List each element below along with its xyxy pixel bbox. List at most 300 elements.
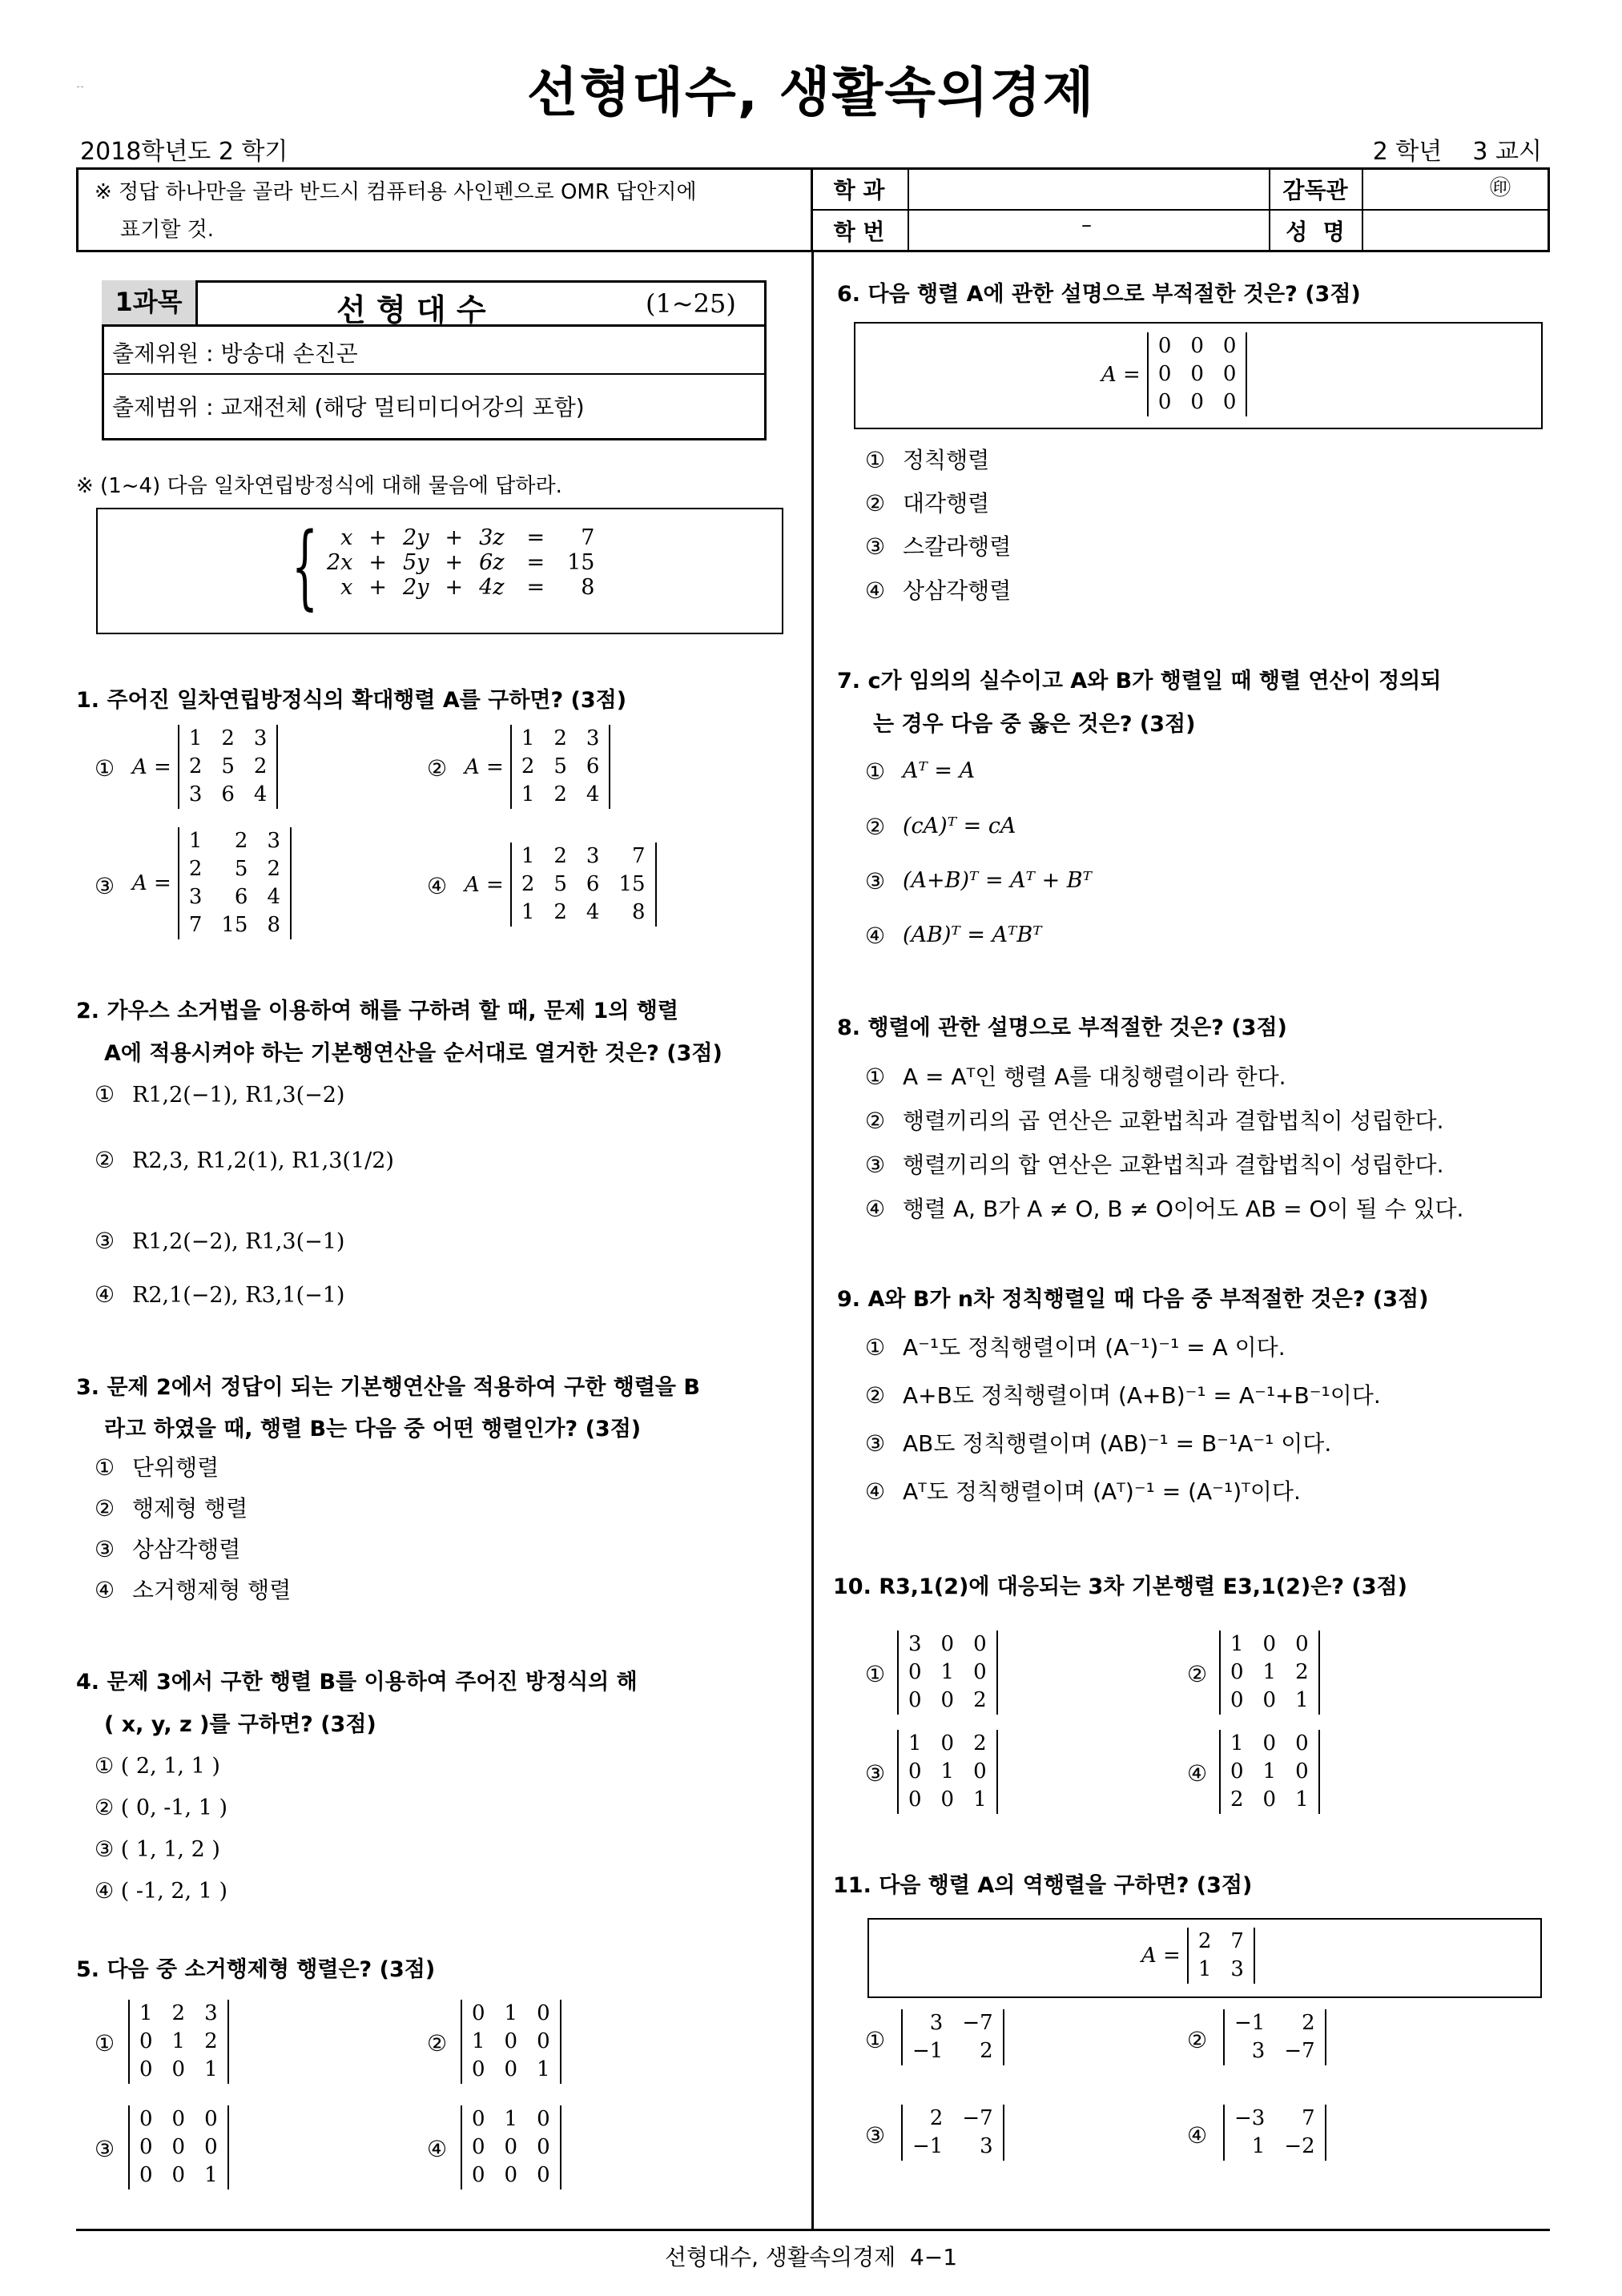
- option-1-mark[interactable]: ①: [865, 447, 886, 473]
- q11-option-2-matrix: [1223, 2009, 1326, 2065]
- question-2-line-2: A에 적용시켜야 하는 기본행연산을 순서대로 열거한 것은? (3점): [104, 1041, 722, 1066]
- matrix: [1147, 332, 1248, 416]
- name-label: 성 명: [1286, 219, 1345, 245]
- option-4-mark[interactable]: ④: [865, 577, 886, 604]
- matrix-row: [1224, 2009, 1326, 2037]
- matrix-cell: 2: [267, 857, 281, 881]
- matrix-row: [511, 871, 656, 899]
- matrix-cell: 8: [632, 900, 646, 924]
- q11-option-3-matrix: [901, 2105, 1004, 2161]
- matrix-row: [1188, 1956, 1254, 1984]
- matrix-row: [902, 2009, 1004, 2037]
- option-1-mark[interactable]: ①: [865, 1064, 886, 1090]
- equation-row: x + 2y + 3z = 7: [340, 525, 595, 550]
- matrix-cell: 1: [940, 1759, 955, 1783]
- q8-option-2[interactable]: 행렬끼리의 곱 연산은 교환법칙과 결합법칙이 성립한다.: [903, 1108, 1444, 1134]
- matrix-cell: 0: [472, 2135, 485, 2159]
- q11-option-4-matrix: [1223, 2105, 1326, 2161]
- matrix-row: [179, 781, 278, 809]
- matrix-cell: 0: [1222, 390, 1237, 414]
- q8-option-3[interactable]: 행렬끼리의 합 연산은 교환법칙과 결합법칙이 성립한다.: [903, 1152, 1444, 1178]
- matrix-row: [511, 753, 610, 781]
- option-3-mark[interactable]: ③: [95, 1228, 115, 1254]
- matrix-row: [898, 1786, 997, 1814]
- q9-option-3[interactable]: AB도 정칙행렬이며 (AB)⁻¹ = B⁻¹A⁻¹ 이다.: [903, 1430, 1332, 1457]
- matrix-cell: 3: [908, 1632, 922, 1656]
- option-2-mark[interactable]: ②: [427, 2030, 448, 2057]
- matrix-row: [511, 899, 656, 927]
- option-1-mark[interactable]: ①: [865, 758, 886, 785]
- corner-mark: [77, 86, 83, 94]
- question-7: 7. c가 임의의 실수이고 A와 B가 행렬일 때 행렬 연산이 정의되: [837, 669, 1442, 694]
- term-label: 2018학년도 2 학기: [80, 138, 288, 166]
- left-brace: {: [292, 515, 319, 621]
- question-8: 8. 행렬에 관한 설명으로 부적절한 것은? (3점): [837, 1015, 1287, 1040]
- matrix-row: [129, 2000, 228, 2028]
- matrix-cell: 0: [973, 1759, 987, 1783]
- matrix-cell: 0: [1262, 1688, 1277, 1712]
- matrix-row: [179, 753, 278, 781]
- option-1-mark[interactable]: ①: [95, 1454, 115, 1481]
- question-4: 4. 문제 3에서 구한 행렬 B를 이용하여 주어진 방정식의 해: [76, 1670, 638, 1695]
- option-2-mark[interactable]: ②: [865, 1108, 886, 1134]
- matrix-cell: 2: [553, 726, 567, 750]
- subject-author: 출제위원 : 방송대 손진곤: [112, 340, 358, 367]
- matrix-cell: 2: [521, 754, 535, 778]
- matrix-cell: 1: [139, 2001, 153, 2025]
- matrix-cell: 3: [1230, 1957, 1244, 1981]
- option-3-mark[interactable]: ③: [95, 1536, 115, 1562]
- matrix-cell: 1: [521, 844, 535, 868]
- matrix-cell: 1: [537, 2057, 550, 2081]
- matrix-cell: 2: [188, 857, 203, 881]
- q1-option-1-matrix: A = 1 2 3 2 5 2 3 6 4: [132, 725, 278, 809]
- option-2-mark[interactable]: ②: [865, 1382, 886, 1409]
- matrix-cell: 0: [472, 2107, 485, 2131]
- matrix: [897, 1730, 998, 1814]
- q9-option-1[interactable]: A⁻¹도 정칙행렬이며 (A⁻¹)⁻¹ = A 이다.: [903, 1334, 1286, 1361]
- q7-option-4[interactable]: (AB)ᵀ = AᵀBᵀ: [903, 923, 1042, 947]
- matrix-cell: 0: [1262, 1731, 1277, 1755]
- q7-option-3[interactable]: (A+B)ᵀ = Aᵀ + Bᵀ: [903, 868, 1092, 893]
- matrix-cell: 0: [1157, 334, 1172, 358]
- option-3-mark[interactable]: ③: [865, 1430, 886, 1457]
- matrix-cell: 5: [553, 872, 567, 896]
- matrix-cell: 2: [171, 2001, 186, 2025]
- proctor-label: 감독관: [1282, 177, 1348, 203]
- q7-option-2[interactable]: (cA)ᵀ = cA: [903, 814, 1016, 838]
- matrix-cell: 2: [1302, 2011, 1315, 2035]
- matrix-cell: 1: [472, 2029, 485, 2053]
- matrix-cell: 0: [1262, 1632, 1277, 1656]
- matrix-cell: 1: [1262, 1759, 1277, 1783]
- matrix-row: [179, 827, 291, 855]
- matrix-row: [461, 2000, 561, 2028]
- matrix-cell: 8: [267, 913, 281, 937]
- matrix-cell: 1: [908, 1731, 922, 1755]
- q11-matrix: A = 2 7 1 3: [1141, 1928, 1255, 1984]
- matrix-cell: 1: [521, 726, 535, 750]
- dept-label: 학 과: [833, 177, 885, 203]
- matrix-cell: 15: [618, 872, 646, 896]
- matrix-cell: 0: [472, 2057, 485, 2081]
- matrix-row: [1224, 2105, 1326, 2133]
- q6-option-4[interactable]: 상삼각행렬: [903, 577, 1012, 604]
- q5-option-2-matrix: [461, 2000, 561, 2084]
- matrix-cell: −3: [1234, 2106, 1266, 2130]
- q1-option-2-matrix: A = 1 2 3 2 5 6 1 2 4: [465, 725, 610, 809]
- matrix-row: [1224, 2133, 1326, 2161]
- matrix: [178, 725, 279, 809]
- matrix-cell: 0: [537, 2001, 550, 2025]
- q6-matrix: A = 0 0 0 0 0 0 0 0 0: [1101, 332, 1247, 416]
- matrix-cell: 0: [204, 2135, 218, 2159]
- matrix-cell: 0: [139, 2163, 153, 2187]
- option-1-mark[interactable]: ①: [95, 1081, 115, 1108]
- matrix-cell: 2: [1197, 1929, 1212, 1953]
- q2-option-2[interactable]: R2,3, R1,2(1), R1,3(1/2): [132, 1148, 394, 1173]
- q7-option-1[interactable]: Aᵀ = A: [903, 758, 976, 783]
- subject-number: 1과목: [102, 280, 198, 324]
- subject-range: (1~25): [646, 288, 736, 319]
- matrix-cell: −1: [1234, 2011, 1266, 2035]
- matrix-cell: 1: [1262, 1660, 1277, 1684]
- matrix-cell: 0: [1222, 362, 1237, 386]
- matrix-cell: 0: [1157, 362, 1172, 386]
- matrix-cell: 0: [940, 1787, 955, 1811]
- matrix-cell: 0: [537, 2135, 550, 2159]
- matrix-cell: 2: [553, 782, 567, 806]
- matrix-cell: 0: [171, 2163, 186, 2187]
- matrix-cell: 3: [188, 885, 203, 909]
- matrix-row: [1148, 360, 1247, 388]
- matrix-cell: 2: [973, 1731, 987, 1755]
- question-2: 2. 가우스 소거법을 이용하여 해를 구하려 할 때, 문제 1의 행렬: [76, 999, 678, 1023]
- option-2-mark[interactable]: ②: [427, 755, 448, 782]
- divider: [1362, 167, 1363, 252]
- id-dash: –: [1081, 213, 1092, 237]
- matrix-row: [902, 2105, 1004, 2133]
- matrix-cell: 0: [537, 2163, 550, 2187]
- option-1-mark[interactable]: ①: [95, 755, 115, 782]
- option-3-mark[interactable]: ③: [865, 533, 886, 560]
- matrix-cell: 0: [940, 1688, 955, 1712]
- notice-text-2: 표기할 것.: [120, 218, 214, 242]
- matrix-cell: 0: [504, 2029, 518, 2053]
- matrix-row: [902, 2037, 1004, 2065]
- matrix: [1223, 2009, 1326, 2065]
- matrix-cell: 0: [1262, 1787, 1277, 1811]
- q4-option-1[interactable]: ① ( 2, 1, 1 ): [95, 1754, 220, 1779]
- matrix: [897, 1631, 998, 1715]
- matrix-row: [1220, 1687, 1319, 1715]
- matrix-cell: 0: [1295, 1731, 1309, 1755]
- matrix-cell: 0: [504, 2135, 518, 2159]
- matrix-cell: −1: [912, 2134, 944, 2158]
- q2-option-1[interactable]: R1,2(−1), R1,3(−2): [132, 1083, 345, 1108]
- q6-option-1[interactable]: 정칙행렬: [903, 447, 990, 473]
- matrix-cell: 0: [204, 2107, 218, 2131]
- matrix: [461, 2000, 561, 2084]
- matrix-cell: 2: [929, 2106, 944, 2130]
- matrix-cell: −7: [1284, 2039, 1315, 2063]
- matrix-cell: 5: [553, 754, 567, 778]
- matrix-row: [1224, 2037, 1326, 2065]
- question-3: 3. 문제 2에서 정답이 되는 기본행연산을 적용하여 구한 행렬을 B: [76, 1375, 700, 1400]
- matrix-cell: 0: [940, 1731, 955, 1755]
- matrix-cell: 0: [171, 2057, 186, 2081]
- matrix-cell: 0: [1190, 362, 1204, 386]
- matrix-cell: 0: [1222, 334, 1237, 358]
- matrix-cell: 2: [253, 754, 268, 778]
- matrix: [901, 2009, 1004, 2065]
- q3-option-2[interactable]: 행제형 행렬: [132, 1495, 248, 1522]
- question-3-line-2: 라고 하였을 때, 행렬 B는 다음 중 어떤 행렬인가? (3점): [104, 1417, 642, 1442]
- matrix-cell: 6: [234, 885, 248, 909]
- q8-option-1[interactable]: A = Aᵀ인 행렬 A를 대칭행렬이라 한다.: [903, 1064, 1286, 1090]
- matrix-cell: 2: [221, 726, 235, 750]
- option-3-mark[interactable]: ③: [865, 868, 886, 895]
- q2-option-3[interactable]: R1,2(−2), R1,3(−1): [132, 1229, 345, 1254]
- matrix-cell: 3: [929, 2011, 944, 2035]
- student-id-label: 학 번: [833, 219, 885, 245]
- matrix-cell: 0: [1295, 1632, 1309, 1656]
- matrix: [1187, 1928, 1255, 1984]
- q10-option-3-matrix: [897, 1730, 998, 1814]
- matrix-cell: 7: [1230, 1929, 1244, 1953]
- matrix-row: [129, 2028, 228, 2056]
- q4-option-4[interactable]: ④ ( -1, 2, 1 ): [95, 1879, 228, 1904]
- matrix-cell: 3: [1251, 2039, 1266, 2063]
- matrix-row: [1148, 332, 1247, 360]
- matrix: [510, 725, 611, 809]
- matrix-row: [179, 855, 291, 883]
- matrix-cell: 4: [586, 782, 600, 806]
- matrix-cell: 2: [980, 2039, 993, 2063]
- linear-system: [319, 525, 602, 600]
- q8-option-4[interactable]: 행렬 A, B가 A ≠ O, B ≠ O이어도 AB = O이 될 수 있다.: [903, 1196, 1464, 1222]
- question-10: 10. R3,1(2)에 대응되는 3차 기본행렬 E3,1(2)은? (3점): [833, 1574, 1407, 1599]
- matrix-cell: 0: [1157, 390, 1172, 414]
- matrix-row: [461, 2056, 561, 2084]
- matrix-row: [1220, 1786, 1319, 1814]
- matrix-cell: 2: [188, 754, 203, 778]
- q2-option-4[interactable]: R2,1(−2), R3,1(−1): [132, 1283, 345, 1308]
- matrix-row: [511, 842, 656, 871]
- exam-title: 선형대수, 생활속의경제: [526, 62, 1096, 123]
- matrix-cell: 1: [1230, 1731, 1244, 1755]
- option-3-mark[interactable]: ③: [95, 2136, 115, 2162]
- option-3-mark[interactable]: ③: [865, 2122, 886, 2149]
- question-7-line-2: 는 경우 다음 중 옳은 것은? (3점): [873, 712, 1196, 737]
- option-4-mark[interactable]: ④: [865, 1478, 886, 1505]
- matrix-cell: 1: [973, 1787, 987, 1811]
- q1-option-4-matrix: A = 1 2 3 7 2 5 6 15 1 2 4 8: [465, 842, 657, 927]
- q10-option-4-matrix: [1219, 1730, 1320, 1814]
- option-2-mark[interactable]: ②: [95, 1147, 115, 1173]
- q9-option-4[interactable]: Aᵀ도 정칙행렬이며 (Aᵀ)⁻¹ = (A⁻¹)ᵀ이다.: [903, 1478, 1301, 1505]
- matrix-cell: 3: [980, 2134, 993, 2158]
- matrix-row: [1148, 388, 1247, 416]
- matrix-cell: 5: [221, 754, 235, 778]
- page-footer: 선형대수, 생활속의경제 4−1: [664, 2244, 958, 2270]
- matrix-row: [898, 1687, 997, 1715]
- q3-option-1[interactable]: 단위행렬: [132, 1454, 219, 1481]
- matrix-cell: 3: [188, 782, 203, 806]
- option-3-mark[interactable]: ③: [865, 1760, 886, 1787]
- matrix-cell: 3: [586, 726, 600, 750]
- matrix-row: [511, 725, 610, 753]
- matrix-cell: 1: [504, 2001, 518, 2025]
- matrix-row: [461, 2105, 561, 2133]
- matrix-cell: 7: [632, 844, 646, 868]
- q3-option-4[interactable]: 소거행제형 행렬: [132, 1577, 292, 1603]
- option-3-mark[interactable]: ③: [95, 873, 115, 899]
- matrix-row: [129, 2161, 228, 2189]
- option-2-mark[interactable]: ②: [1187, 1661, 1208, 1687]
- matrix-cell: 7: [188, 913, 203, 937]
- question-4-line-2: ( x, y, z )를 구하면? (3점): [104, 1712, 376, 1737]
- q6-option-3[interactable]: 스칼라행렬: [903, 533, 1012, 560]
- matrix-cell: 1: [504, 2107, 518, 2131]
- question-9: 9. A와 B가 n차 정칙행렬일 때 다음 중 부적절한 것은? (3점): [837, 1287, 1429, 1312]
- matrix-cell: 0: [1230, 1759, 1244, 1783]
- q11-option-1-matrix: [901, 2009, 1004, 2065]
- matrix-row: [129, 2133, 228, 2161]
- matrix-cell: 2: [521, 872, 535, 896]
- matrix-cell: 0: [139, 2107, 153, 2131]
- option-2-mark[interactable]: ②: [865, 490, 886, 517]
- matrix-row: [1220, 1730, 1319, 1758]
- matrix-cell: 0: [504, 2163, 518, 2187]
- q3-option-3[interactable]: 상삼각행렬: [132, 1536, 241, 1562]
- q9-option-2[interactable]: A+B도 정칙행렬이며 (A+B)⁻¹ = A⁻¹+B⁻¹이다.: [903, 1382, 1381, 1409]
- option-1-mark[interactable]: ①: [865, 1334, 886, 1361]
- matrix-cell: 1: [1295, 1688, 1309, 1712]
- matrix-cell: 0: [1190, 390, 1204, 414]
- matrix-cell: 2: [973, 1688, 987, 1712]
- matrix-cell: 1: [940, 1660, 955, 1684]
- matrix-row: [179, 911, 291, 939]
- option-2-mark[interactable]: ②: [95, 1495, 115, 1522]
- option-4-mark[interactable]: ④: [427, 2136, 448, 2162]
- matrix-cell: 0: [940, 1632, 955, 1656]
- matrix-row: [898, 1758, 997, 1786]
- matrix-row: [1188, 1928, 1254, 1956]
- matrix-cell: 2: [553, 844, 567, 868]
- matrix-cell: −7: [962, 2011, 993, 2035]
- matrix-cell: 0: [908, 1660, 922, 1684]
- matrix-cell: 6: [586, 754, 600, 778]
- matrix-cell: 0: [504, 2057, 518, 2081]
- matrix-cell: 0: [139, 2135, 153, 2159]
- q5-option-4-matrix: [461, 2105, 561, 2189]
- matrix-cell: 0: [472, 2001, 485, 2025]
- matrix: [461, 2105, 561, 2189]
- matrix-cell: 4: [253, 782, 268, 806]
- matrix-cell: 0: [139, 2057, 153, 2081]
- matrix-cell: 0: [1230, 1688, 1244, 1712]
- matrix-cell: 0: [1230, 1660, 1244, 1684]
- matrix-cell: 2: [234, 829, 248, 853]
- option-4-mark[interactable]: ④: [1187, 2122, 1208, 2149]
- option-3-mark[interactable]: ③: [865, 1152, 886, 1178]
- question-11: 11. 다음 행렬 A의 역행렬을 구하면? (3점): [833, 1873, 1253, 1898]
- option-4-mark[interactable]: ④: [865, 923, 886, 949]
- matrix-cell: 6: [221, 782, 235, 806]
- option-1-mark[interactable]: ①: [865, 2027, 886, 2053]
- option-4-mark[interactable]: ④: [95, 1281, 115, 1308]
- matrix-cell: 0: [537, 2107, 550, 2131]
- matrix-cell: 1: [1251, 2134, 1266, 2158]
- matrix-cell: 0: [1295, 1759, 1309, 1783]
- matrix-cell: 1: [521, 782, 535, 806]
- matrix: [510, 842, 657, 927]
- matrix-cell: 4: [586, 900, 600, 924]
- question-6: 6. 다음 행렬 A에 관한 설명으로 부적절한 것은? (3점): [837, 282, 1361, 307]
- option-1-mark[interactable]: ①: [865, 1661, 886, 1687]
- matrix-cell: 1: [188, 829, 203, 853]
- matrix-cell: 0: [139, 2029, 153, 2053]
- option-4-mark[interactable]: ④: [427, 873, 448, 899]
- matrix-cell: 1: [1230, 1632, 1244, 1656]
- matrix-cell: 15: [221, 913, 248, 937]
- matrix-row: [1220, 1659, 1319, 1687]
- matrix-row: [461, 2161, 561, 2189]
- matrix-cell: 0: [171, 2107, 186, 2131]
- footer-rule: [76, 2229, 1550, 2231]
- q4-option-3[interactable]: ③ ( 1, 1, 2 ): [95, 1837, 220, 1862]
- option-2-mark[interactable]: ②: [1187, 2027, 1208, 2053]
- matrix-cell: 1: [188, 726, 203, 750]
- q4-option-2[interactable]: ② ( 0, -1, 1 ): [95, 1795, 228, 1820]
- q1-option-3-matrix: A = 1 2 3 2 5 2 3 6 4 7 15 8: [132, 827, 292, 939]
- matrix-cell: 6: [586, 872, 600, 896]
- matrix: [1219, 1730, 1320, 1814]
- divider: [811, 209, 1550, 211]
- matrix-cell: 2: [1230, 1787, 1244, 1811]
- matrix-cell: 1: [171, 2029, 186, 2053]
- matrix-row: [129, 2105, 228, 2133]
- matrix-cell: 3: [253, 726, 268, 750]
- matrix-row: [461, 2133, 561, 2161]
- matrix-row: [179, 725, 278, 753]
- matrix-cell: −1: [912, 2039, 944, 2063]
- matrix-row: [179, 883, 291, 911]
- option-4-mark[interactable]: ④: [95, 1577, 115, 1603]
- matrix-cell: 0: [537, 2029, 550, 2053]
- matrix-row: [898, 1631, 997, 1659]
- matrix-cell: 1: [1295, 1787, 1309, 1811]
- matrix-cell: 3: [204, 2001, 218, 2025]
- matrix-cell: 3: [267, 829, 281, 853]
- matrix-cell: 2: [1295, 1660, 1309, 1684]
- divider: [102, 373, 767, 375]
- matrix-row: [461, 2028, 561, 2056]
- q6-option-2[interactable]: 대각행렬: [903, 490, 990, 517]
- option-4-mark[interactable]: ④: [865, 1196, 886, 1222]
- option-2-mark[interactable]: ②: [865, 814, 886, 840]
- q10-option-2-matrix: [1219, 1631, 1320, 1715]
- matrix-cell: −7: [962, 2106, 993, 2130]
- matrix-cell: 0: [973, 1632, 987, 1656]
- matrix-cell: 0: [908, 1688, 922, 1712]
- option-1-mark[interactable]: ①: [95, 2030, 115, 2057]
- option-4-mark[interactable]: ④: [1187, 1760, 1208, 1787]
- matrix-row: [1220, 1758, 1319, 1786]
- matrix-cell: 1: [521, 900, 535, 924]
- matrix-row: [1220, 1631, 1319, 1659]
